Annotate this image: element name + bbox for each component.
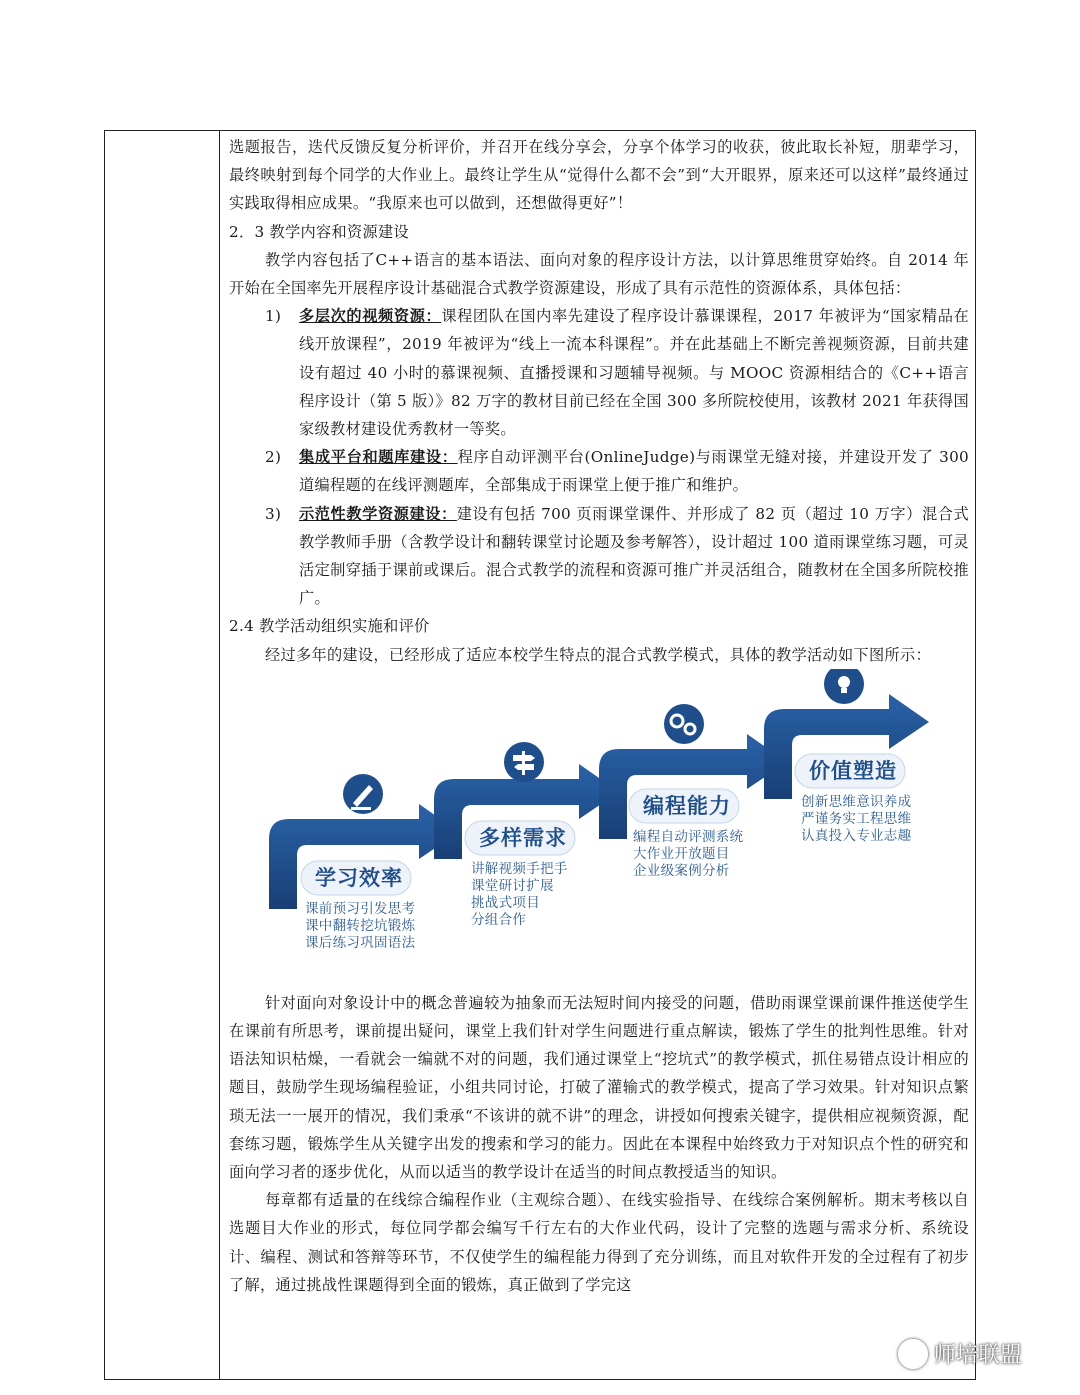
stage-line: 课后练习巩固语法	[305, 934, 416, 951]
stage-lines-4	[801, 794, 911, 845]
table-column-divider	[219, 131, 220, 1379]
stage-title-2: 多样需求	[479, 825, 567, 850]
stage-lines-3	[633, 829, 743, 880]
teaching-process-diagram	[229, 669, 969, 989]
paragraph-activities: 经过多年的建设，已经形成了适应本校学生特点的混合式教学模式，具体的教学活动如下图所示：	[265, 645, 931, 664]
stage-title-4: 价值塑造	[809, 758, 897, 783]
stage-line: 严谨务实工程思维	[801, 810, 912, 827]
gears-icon	[664, 704, 704, 744]
stage-title-1: 学习效率	[315, 865, 403, 890]
list-item	[265, 302, 970, 443]
watermark-logo-icon	[898, 1339, 928, 1369]
stage-line: 挑战式项目	[471, 894, 540, 911]
stage-line: 大作业开放题目	[633, 845, 730, 862]
stage-line: 课中翻转挖坑锻炼	[305, 917, 416, 934]
stage-line: 认真投入专业志趣	[801, 827, 912, 844]
watermark	[898, 1338, 1022, 1369]
content-table	[104, 130, 976, 1380]
stage-line: 课堂研讨扩展	[471, 877, 554, 894]
list-item-heading: 多层次的视频资源：	[299, 307, 442, 326]
stage-line: 分组合作	[471, 911, 527, 928]
list-item-text: 建设有包括 700 页雨课堂课件、并形成了 82 页（超过 10 万字）混合式教学教师手册（含教学设计和翻转课堂讨论题及参考解答），设计超过 100 道雨课堂练习题，可灵活定制穿插于课前或课后。混合式教学的流程和资源可推广并灵活组合，随教材在全国多所院校推广。	[299, 504, 970, 608]
list-item	[265, 500, 970, 613]
stage-lines-2	[471, 861, 568, 929]
paragraph-resources: 教学内容包括了C++语言的基本语法、面向对象的程序设计方法，以计算思维贯穿始终。自 2014 年开始在全国率先开展程序设计基础混合式教学资源建设，形成了具有示范性的资源体系，具体包括：	[229, 250, 969, 298]
list-item-heading: 集成平台和题库建设：	[299, 448, 458, 467]
paragraph-assessment: 每章都有适量的在线综合编程作业（主观综合题）、在线实验指导、在线综合案例解析。期末考核以自选题目大作业的形式，每位同学都会编写千行左右的大作业代码，设计了完整的选题与需求分析、系统设计、编程、测试和答辩等环节，不仅使学生的编程能力得到了充分训练，而且对软件开发的全过程有了初步了解，通过挑战性课题得到全面的锻炼，真正做到了学完这	[229, 1191, 969, 1294]
pen-icon	[343, 774, 383, 814]
list-number: 2)	[265, 448, 282, 467]
heading-2-4: 2.4 教学活动组织实施和评价	[229, 617, 430, 636]
lightbulb-icon	[824, 669, 864, 704]
stage-line: 课前预习引发思考	[305, 900, 416, 917]
paragraph-methods: 针对面向对象设计中的概念普遍较为抽象而无法短时间内接受的问题，借助雨课堂课前课件推送使学生在课前有所思考，课前提出疑问，课堂上我们针对学生问题进行重点解读，锻炼了学生的批判性思维。针对语法知识枯燥，一看就会一编就不对的问题，我们通过课堂上“挖坑式”的教学模式，抓住易错点设计相应的题目，鼓励学生现场编程验证，小组共同讨论，打破了灌输式的教学模式，提高了学习效果。针对知识点繁琐无法一一展开的情况，我们秉承“不该讲的就不讲”的理念，讲授如何搜索关键字，提供相应视频资源，配套练习题，锻炼学生从关键字出发的搜索和学习的能力。因此在本课程中始终致力于对知识点个性的研究和面向学习者的逐步优化，从而以适当的教学设计在适当的时间点教授适当的知识。	[229, 993, 969, 1182]
paragraph-intro: 选题报告，迭代反馈反复分析评价，并召开在线分享会，分享个体学习的收获，彼此取长补短，朋辈学习，最终映射到每个同学的大作业上。最终让学生从“觉得什么都不会”到“大开眼界，原来还可以这样”最终通过实践取得相应成果。“我原来也可以做到，还想做得更好”！	[229, 138, 969, 213]
list-item	[265, 443, 969, 499]
stage-line: 创新思维意识养成	[801, 793, 912, 810]
list-item-heading: 示范性教学资源建设：	[299, 504, 457, 523]
list-number: 3)	[265, 504, 282, 523]
stage-title-3: 编程能力	[643, 793, 731, 818]
signpost-icon	[504, 742, 544, 782]
list-number: 1)	[265, 307, 282, 326]
stage-lines-1	[305, 901, 415, 952]
heading-2-3: 2．3 教学内容和资源建设	[229, 222, 409, 241]
list-item-text: 课程团队在国内率先建设了程序设计慕课课程，2017 年被评为“国家精品在线开放课程”，2019 年被评为“线上一流本科课程”。并在此基础上不断完善视频资源，目前共建设有超过 40 小时的慕课视频、直播授课和习题辅导视频。与 MOOC 资源相结合的《C++语言程序设计（第 5 版）》82 万字的教材目前已经在全国 300 多所院校使用，该教材 2021 年获得国家级教材建设优秀教材一等奖。	[299, 307, 970, 439]
watermark-text: 师培联盟	[934, 1343, 1023, 1368]
stage-line: 讲解视频手把手	[471, 860, 568, 877]
stage-line: 编程自动评测系统	[633, 828, 744, 845]
list-item-text: 程序自动评测平台(OnlineJudge)与雨课堂无缝对接，并建设开发了 300 道编程题的在线评测题库，全部集成于雨课堂上便于推广和维护。	[299, 448, 969, 495]
stage-line: 企业级案例分析	[633, 862, 730, 879]
table-content-cell	[229, 133, 969, 1299]
